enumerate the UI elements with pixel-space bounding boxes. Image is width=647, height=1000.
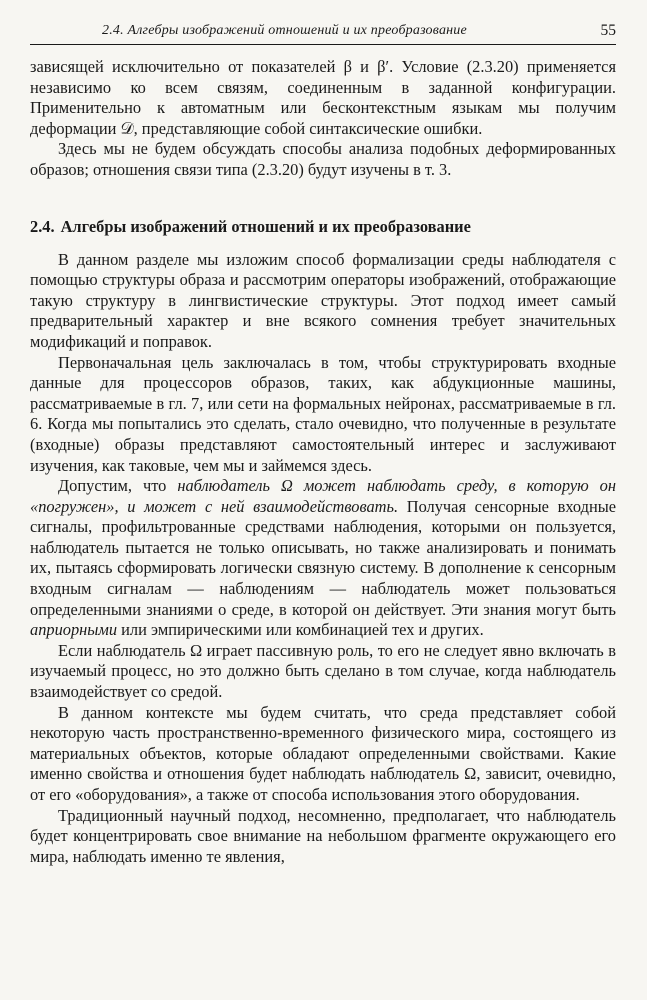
section-title: Алгебры изображений отношений и их преобразование xyxy=(60,216,471,236)
italic-run: априорными xyxy=(30,620,118,640)
section-heading xyxy=(30,216,616,238)
paragraph: Здесь мы не будем обсуждать способы анализа подобных деформированных образов; отношения связи типа (2.3.20) будут изучены в т. 3. xyxy=(30,139,616,179)
paragraph: В данном контексте мы будем считать, что среда представляет собой некоторую часть пространственно-временного физического мира, состоящего из материальных объектов, которые обладают определенными свойствами. Какие именно свойства и отношения будет наблюдать наблюдатель Ω, зависит, очевидно, от его «оборудования», а также от способа использования этого оборудования. xyxy=(30,702,616,804)
paragraph: Первоначальная цель заключалась в том, чтобы структурировать входные данные для процессоров образов, таких, как абдукционные машины, рассматриваемые в гл. 7, или сети на формальных нейронах, рассматриваемые в гл. 6. Когда мы попытались это сделать, стало очевидно, что полученные в результате (входные) образы представляют самостоятельный интерес и заслуживают изучения, как таковые, чем мы и займемся здесь. xyxy=(30,352,616,475)
section-number: 2.4. xyxy=(30,216,55,236)
running-header xyxy=(30,18,616,45)
continued-paragraph: зависящей исключительно от показателей β и β′. Условие (2.3.20) применяется независимо ко всем связям, соединенным в заданной конфигурации. Применительно к автоматным или бесконтекстным языкам мы получим деформации 𝒟, представляющие собой синтаксические ошибки. xyxy=(30,57,616,138)
paragraph: Традиционный научный подход, несомненно, предполагает, что наблюдатель будет концентрировать свое внимание на небольшом фрагменте окружающего его мира, наблюдать именно те явления, xyxy=(30,805,616,866)
text-run: или эмпирическими или комбинацией тех и других. xyxy=(117,620,484,640)
italic-run: наблюдатель Ω может наблюдать среду, в которую он «погружен», и может с ней взаимодействовать. xyxy=(30,476,616,516)
running-title: 2.4. Алгебры изображений отношений и их преобразование xyxy=(102,23,467,38)
text-run: Получая сенсорные входные сигналы, профильтрованные средствами наблюдения, которыми он пользуется, наблюдатель пытается не только описывать, но также анализировать и понимать их, пытаясь сформировать логически связную систему. В дополнение к сенсорным входным сигналам — наблюдениям — наблюдатель может пользоваться определенными знаниями о среде, в которой он действует. Эти знания могут быть xyxy=(30,496,617,619)
paragraph xyxy=(30,476,616,641)
page-number: 55 xyxy=(600,22,616,39)
book-page xyxy=(30,18,616,867)
paragraph: В данном разделе мы изложим способ формализации среды наблюдателя с помощью структуры образа и рассмотрим операторы изображений, отображающие такую структуру в лингвистические структуры. Этот подход имеет самый предварительный характер и вне всякого сомнения требует значительных модификаций и поправок. xyxy=(30,249,616,351)
page-body xyxy=(30,57,616,867)
paragraph: Если наблюдатель Ω играет пассивную роль, то его не следует явно включать в изучаемый процесс, но это должно быть сделано в том случае, когда наблюдатель взаимодействует со средой. xyxy=(30,640,616,702)
text-run: Допустим, что xyxy=(58,476,178,496)
